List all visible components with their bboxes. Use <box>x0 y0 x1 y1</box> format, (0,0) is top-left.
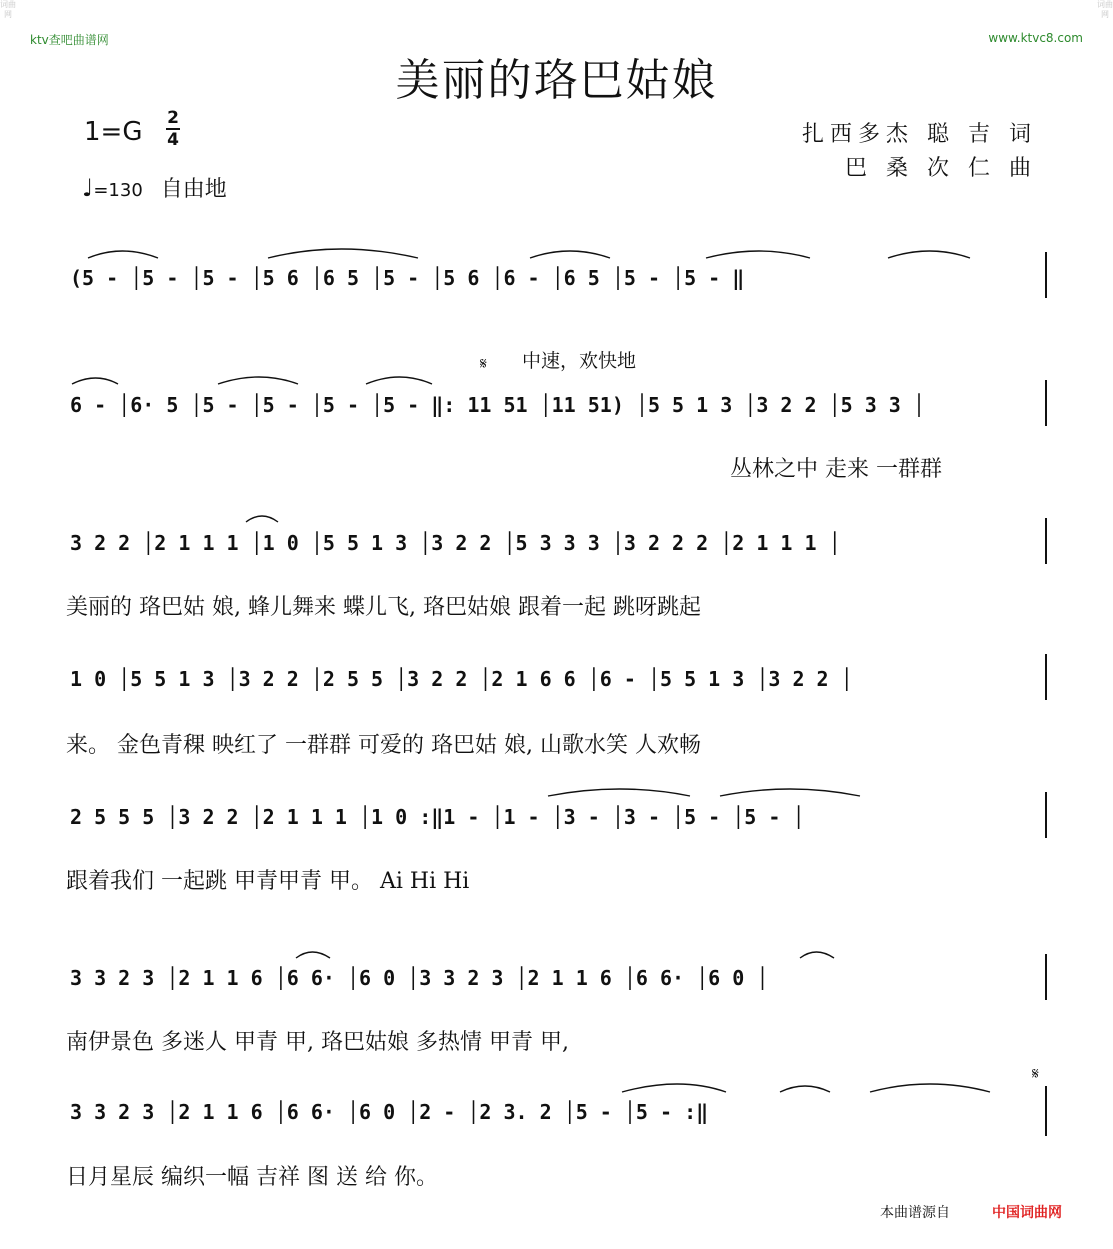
slur <box>706 251 810 258</box>
segno-icon: 𝄋 <box>1032 1064 1039 1083</box>
lyrics-line: 美丽的 珞巴姑 娘, 蜂儿舞来 蝶儿飞, 珞巴姑娘 跟着一起 跳呀跳起 <box>66 595 701 620</box>
slur <box>296 952 330 958</box>
slur <box>218 377 298 384</box>
lyrics-line: 日月星辰 编织一幅 吉祥 图 送 给 你。 <box>66 1165 438 1190</box>
slur <box>720 789 860 796</box>
time-signature-bottom: 4 <box>167 130 179 150</box>
notation-line: 3 3 2 3 │2 1 1 6 │6 6· │6 0 │2 - │2 3. 2 │5 - │5 - :‖ <box>70 1100 709 1124</box>
quarter-note-icon: ♩ <box>82 174 94 202</box>
slur <box>268 249 418 258</box>
slur <box>622 1084 726 1092</box>
slur <box>366 377 432 384</box>
notation-line: (5 - │5 - │5 - │5 6 │6 5 │5 - │5 6 │6 - │6 5 │5 - │5 - ‖ <box>70 266 745 290</box>
source-site-link[interactable]: 中国词曲网 <box>992 1205 1062 1221</box>
slur <box>780 1086 830 1092</box>
slur <box>88 251 158 258</box>
slur <box>800 952 834 958</box>
watermark-left: ktv查吧曲谱网 <box>30 33 109 47</box>
time-signature-top: 2 <box>167 108 179 128</box>
composer: 巴 桑 次 仁 曲 <box>845 156 1037 181</box>
tempo-change: 中速，欢快地 <box>522 350 637 372</box>
lyrics-line: 丛林之中 走来 一群群 <box>730 457 942 482</box>
slur <box>246 516 278 522</box>
segno-icon: 𝄋 <box>480 354 487 373</box>
lyricist: 扎西多杰 聪 吉 词 <box>802 122 1037 147</box>
slur <box>888 251 970 258</box>
notation-line: 1 0 │5 5 1 3 │3 2 2 │2 5 5 │3 2 2 │2 1 6 6 │6 - │5 5 1 3 │3 2 2 │ <box>70 667 853 691</box>
tempo-mood: 自由地 <box>160 177 227 202</box>
key-signature: 1=G <box>84 117 143 147</box>
song-title: 美丽的珞巴姑娘 <box>395 55 718 106</box>
slur <box>72 378 118 384</box>
lyrics-line: 跟着我们 一起跳 甲青甲青 甲。 Ai Hi Hi <box>66 869 470 894</box>
slur <box>870 1084 990 1092</box>
lyrics-line: 南伊景色 多迷人 甲青 甲, 珞巴姑娘 多热情 甲青 甲, <box>66 1030 569 1055</box>
slur <box>548 789 690 796</box>
notation-line: 2 5 5 5 │3 2 2 │2 1 1 1 │1 0 :‖1 - │1 - │3 - │3 - │5 - │5 - │ <box>70 805 805 829</box>
watermark-right: www.ktvc8.com <box>988 31 1083 45</box>
notation-line: 3 2 2 │2 1 1 1 │1 0 │5 5 1 3 │3 2 2 │5 3 3 3 │3 2 2 2 │2 1 1 1 │ <box>70 531 841 555</box>
side-watermark: 词曲网 <box>0 0 16 19</box>
source-label: 本曲谱源自 <box>880 1205 950 1221</box>
side-watermark: 词曲网 <box>1097 0 1113 19</box>
lyrics-line: 来。 金色青稞 映红了 一群群 可爱的 珞巴姑 娘, 山歌水笑 人欢畅 <box>66 733 701 758</box>
tempo-bpm: =130 <box>93 180 143 201</box>
notation-line: 6 - │6· 5 │5 - │5 - │5 - │5 - ‖: 11 51 │11 51) │5 5 1 3 │3 2 2 │5 3 3 │ <box>70 393 925 417</box>
slur <box>530 251 610 258</box>
notation-line: 3 3 2 3 │2 1 1 6 │6 6· │6 0 │3 3 2 3 │2 1 1 6 │6 6· │6 0 │ <box>70 966 769 990</box>
